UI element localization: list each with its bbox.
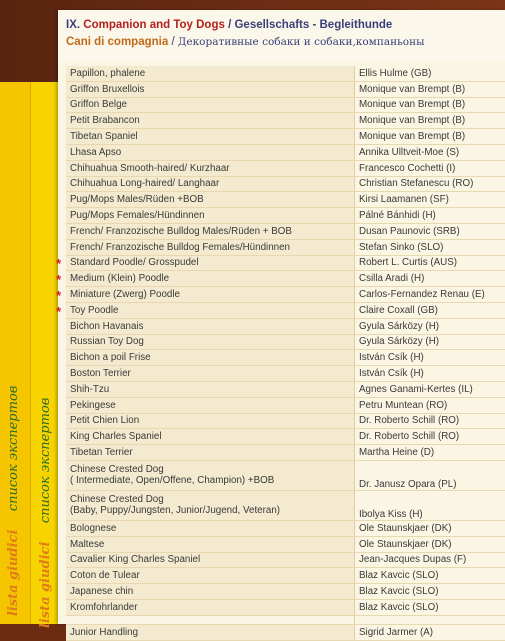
breed-name: Bichon Havanais <box>70 321 144 332</box>
section-title-en: Companion and Toy Dogs <box>83 19 225 31</box>
judge-name: István Csík (H) <box>359 352 424 363</box>
asterisk-icon: * <box>56 257 61 271</box>
breed-name: Griffon Bruxellois <box>70 84 144 95</box>
breed-name: Griffon Belge <box>70 99 127 110</box>
judge-name: István Csík (H) <box>359 368 424 379</box>
breed-name: Cavalier King Charles Spaniel <box>70 554 200 565</box>
table-row <box>66 366 505 382</box>
judge-name: Dr. Roberto Schill (RO) <box>359 431 459 442</box>
judge-cell <box>355 66 505 81</box>
section-title-de: Gesellschafts - Begleithunde <box>234 19 392 31</box>
judge-name: Blaz Kavcic (SLO) <box>359 602 439 613</box>
breed-cell <box>66 144 355 160</box>
judge-cell <box>355 568 505 584</box>
breed-name: Pekingese <box>70 400 116 411</box>
judge-cell <box>355 97 505 113</box>
table-row <box>66 334 505 350</box>
breed-name: Medium (Klein) Poodle <box>70 273 169 284</box>
breed-cell <box>66 113 355 129</box>
table-row <box>66 568 505 584</box>
breed-name: Bichon a poil Frise <box>70 352 151 363</box>
breed-name: Lhasa Apso <box>70 147 121 158</box>
breed-class-note: (Baby, Puppy/Jungsten, Junior/Jugend, Veteran) <box>70 505 280 516</box>
judge-name: Annika Ulltveit-Moe (S) <box>359 147 459 158</box>
breed-cell <box>66 350 355 366</box>
breed-name: French/ Franzozische Bulldog Females/Hündinnen <box>70 242 290 253</box>
judge-cell <box>355 536 505 552</box>
breed-name: Miniature (Zwerg) Poodle <box>70 289 180 300</box>
judge-cell <box>355 381 505 397</box>
breed-name: Tibetan Terrier <box>70 447 133 458</box>
judge-name: Pálné Bánhidi (H) <box>359 210 436 221</box>
judge-name: Ellis Hulme (GB) <box>359 68 431 79</box>
breed-cell <box>66 366 355 382</box>
breed-cell <box>66 490 355 520</box>
breed-name: Toy Poodle <box>70 305 118 316</box>
side-tab-2-ru: список экспертов <box>38 398 53 523</box>
judges-table <box>66 66 505 641</box>
title-separator: / <box>225 19 235 31</box>
breed-cell <box>66 239 355 255</box>
table-row <box>66 350 505 366</box>
breed-cell <box>66 129 355 145</box>
breed-name: Chinese Crested Dog <box>70 494 164 505</box>
judge-name: Monique van Brempt (B) <box>359 131 465 142</box>
breed-cell <box>66 624 355 640</box>
breed-name: Chihuahua Long-haired/ Langhaar <box>70 178 219 189</box>
title-separator-2: / <box>168 36 178 48</box>
judge-cell <box>355 129 505 145</box>
side-tab-1-label <box>6 386 21 616</box>
table-row <box>66 239 505 255</box>
judge-name: Dusan Paunovic (SRB) <box>359 226 460 237</box>
breed-name: Petit Chien Lion <box>70 415 139 426</box>
judge-name: Monique van Brempt (B) <box>359 84 465 95</box>
section-title-line2 <box>66 36 425 48</box>
breed-name: Junior Handling <box>70 627 138 638</box>
judge-name: Jean-Jacques Dupas (F) <box>359 554 466 565</box>
judge-cell <box>355 429 505 445</box>
breed-cell <box>66 397 355 413</box>
table-row <box>66 413 505 429</box>
side-tab-1-ru: список экспертов <box>6 386 21 511</box>
judge-cell <box>355 255 505 271</box>
breed-cell <box>66 176 355 192</box>
judge-cell <box>355 208 505 224</box>
breed-cell <box>66 445 355 461</box>
table-row <box>66 381 505 397</box>
breed-name: Maltese <box>70 539 104 550</box>
table-row <box>66 192 505 208</box>
judge-name: Ole Staunskjaer (DK) <box>359 523 452 534</box>
judge-name: Martha Heine (D) <box>359 447 434 458</box>
breed-cell <box>66 192 355 208</box>
judge-cell <box>355 366 505 382</box>
judge-name: Gyula Sárközy (H) <box>359 321 439 332</box>
breed-name: Chihuahua Smooth-haired/ Kurzhaar <box>70 163 230 174</box>
table-row <box>66 66 505 81</box>
breed-name: Standard Poodle/ Grosspudel <box>70 257 199 268</box>
judge-cell <box>355 160 505 176</box>
side-tab-2-label <box>38 398 53 628</box>
breed-cell <box>66 208 355 224</box>
judge-name: Dr. Janusz Opara (PL) <box>359 479 456 490</box>
table-row <box>66 599 505 615</box>
breed-cell <box>66 520 355 536</box>
judge-cell <box>355 584 505 600</box>
breed-class-note: ( Intermediate, Open/Offene, Champion) +BOB <box>70 475 274 486</box>
breed-cell <box>66 318 355 334</box>
table-row <box>66 208 505 224</box>
table-row <box>66 97 505 113</box>
judge-name: Blaz Kavcic (SLO) <box>359 586 439 597</box>
table-row <box>66 520 505 536</box>
breed-name: Kromfohrlander <box>70 602 138 613</box>
breed-name: King Charles Spaniel <box>70 431 162 442</box>
asterisk-icon: * <box>56 289 61 303</box>
judge-cell <box>355 490 505 520</box>
judge-name: Kirsi Laamanen (SF) <box>359 194 449 205</box>
table-row <box>66 287 505 303</box>
table-row <box>66 129 505 145</box>
breed-cell <box>66 255 355 271</box>
breed-cell <box>66 287 355 303</box>
breed-name: Japanese chin <box>70 586 133 597</box>
judge-name: Claire Coxall (GB) <box>359 305 438 316</box>
side-tab-2 <box>30 82 61 624</box>
table-row <box>66 429 505 445</box>
breed-cell <box>66 160 355 176</box>
judge-name: Gyula Sárközy (H) <box>359 336 439 347</box>
judge-name: Ole Staunskjaer (DK) <box>359 539 452 550</box>
table-row <box>66 460 505 490</box>
judges-list-page <box>58 10 505 624</box>
breed-name: French/ Franzozische Bulldog Males/Rüden + BOB <box>70 226 292 237</box>
judge-name: Christian Stefanescu (RO) <box>359 178 473 189</box>
table-row <box>66 536 505 552</box>
breed-name: Papillon, phalene <box>70 68 145 79</box>
table-row <box>66 176 505 192</box>
judge-name: Blaz Kavcic (SLO) <box>359 570 439 581</box>
judge-cell <box>355 599 505 615</box>
table-row <box>66 255 505 271</box>
judge-cell <box>355 445 505 461</box>
judge-cell <box>355 239 505 255</box>
breed-cell <box>66 334 355 350</box>
judge-name: Francesco Cochetti (I) <box>359 163 455 174</box>
breed-cell <box>66 413 355 429</box>
spacer-cell <box>66 615 355 624</box>
breed-cell <box>66 302 355 318</box>
judge-cell <box>355 144 505 160</box>
breed-name: Bolognese <box>70 523 116 534</box>
judge-name: Monique van Brempt (B) <box>359 99 465 110</box>
table-row <box>66 113 505 129</box>
judge-name: Carlos-Fernandez Renau (E) <box>359 289 485 300</box>
table-row <box>66 624 505 640</box>
breed-name: Shih-Tzu <box>70 384 109 395</box>
breed-cell <box>66 97 355 113</box>
table-row <box>66 160 505 176</box>
table-row <box>66 318 505 334</box>
judge-name: Dr. Roberto Schill (RO) <box>359 415 459 426</box>
breed-cell <box>66 81 355 97</box>
judge-cell <box>355 460 505 490</box>
judge-name: Csilla Aradi (H) <box>359 273 424 284</box>
judge-cell <box>355 552 505 568</box>
judge-cell <box>355 520 505 536</box>
judge-cell <box>355 350 505 366</box>
breed-name: Pug/Mops Females/Hündinnen <box>70 210 205 221</box>
judge-cell <box>355 287 505 303</box>
table-row <box>66 445 505 461</box>
row-spacer <box>66 615 505 624</box>
breed-cell <box>66 584 355 600</box>
breed-cell <box>66 223 355 239</box>
judge-cell <box>355 413 505 429</box>
judge-cell <box>355 192 505 208</box>
judge-cell <box>355 302 505 318</box>
breed-cell <box>66 552 355 568</box>
judge-name: Stefan Sinko (SLO) <box>359 242 443 253</box>
breed-name: Petit Brabancon <box>70 115 140 126</box>
judge-name: Robert L. Curtis (AUS) <box>359 257 457 268</box>
asterisk-icon: * <box>56 305 61 319</box>
breed-name: Coton de Tulear <box>70 570 140 581</box>
section-title-it: Cani di compagnia <box>66 36 168 48</box>
spacer-cell <box>355 615 505 624</box>
breed-cell <box>66 568 355 584</box>
breed-cell <box>66 66 355 81</box>
judge-cell <box>355 318 505 334</box>
judge-name: Agnes Ganami-Kertes (IL) <box>359 384 473 395</box>
judge-cell <box>355 81 505 97</box>
side-tab-2-it: lista giudici <box>38 541 53 628</box>
breed-name: Pug/Mops Males/Rüden +BOB <box>70 194 204 205</box>
breed-name: Russian Toy Dog <box>70 336 144 347</box>
table-row <box>66 302 505 318</box>
table-row <box>66 223 505 239</box>
judge-name: Monique van Brempt (B) <box>359 115 465 126</box>
judge-cell <box>355 397 505 413</box>
breed-cell <box>66 429 355 445</box>
judge-cell <box>355 334 505 350</box>
breed-cell <box>66 271 355 287</box>
judge-cell <box>355 176 505 192</box>
asterisk-icon: * <box>56 273 61 287</box>
table-row <box>66 584 505 600</box>
section-header <box>58 10 505 62</box>
judge-name: Ibolya Kiss (H) <box>359 509 423 520</box>
judge-cell <box>355 624 505 640</box>
breed-name: Chinese Crested Dog <box>70 464 164 475</box>
section-number: IX. <box>66 19 80 31</box>
table-row <box>66 271 505 287</box>
side-tab-1-it: lista giudici <box>6 529 21 616</box>
breed-name: Tibetan Spaniel <box>70 131 138 142</box>
side-tab-1 <box>0 82 30 624</box>
table-row <box>66 397 505 413</box>
breed-cell <box>66 536 355 552</box>
section-title-ru: Декоративные собаки и собаки,компаньоны <box>178 36 425 48</box>
table-row <box>66 81 505 97</box>
table-row <box>66 552 505 568</box>
judge-name: Sigrid Jarmer (A) <box>359 627 433 638</box>
judge-cell <box>355 271 505 287</box>
judge-name: Petru Muntean (RO) <box>359 400 447 411</box>
breed-cell <box>66 599 355 615</box>
section-title-line1 <box>66 19 392 31</box>
breed-cell <box>66 381 355 397</box>
table-row <box>66 144 505 160</box>
breed-cell <box>66 460 355 490</box>
breed-name: Boston Terrier <box>70 368 131 379</box>
judge-cell <box>355 223 505 239</box>
table-row <box>66 490 505 520</box>
judge-cell <box>355 113 505 129</box>
